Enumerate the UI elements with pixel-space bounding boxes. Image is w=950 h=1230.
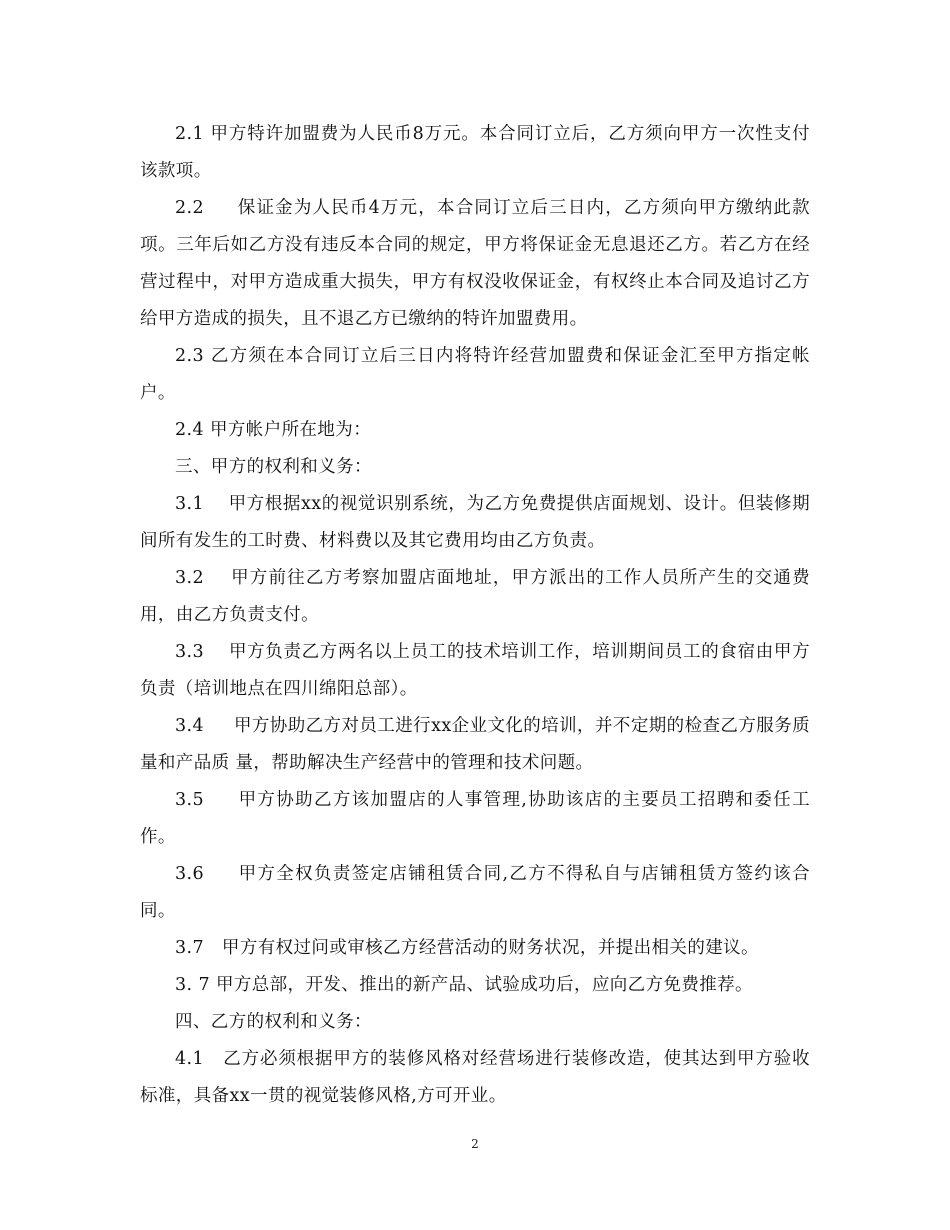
section-heading-3: 三、甲方的权利和义务：	[175, 457, 372, 477]
paragraph-3-6: 3.6 甲方全权负责签定店铺租赁合同,乙方不得私自与店铺租赁方签约该合同。	[140, 864, 810, 921]
paragraph-3-4: 3.4 甲方协助乙方对员工进行xx企业文化的培训，并不定期的检查乙方服务质量和产品质 量，帮助解决生产经营中的管理和技术问题。	[140, 716, 810, 773]
paragraph-3-7-b: 3. 7 甲方总部，开发、推出的新产品、试验成功后，应向乙方免费推荐。	[175, 975, 753, 995]
paragraph-3-7: 3.7 甲方有权过问或审核乙方经营活动的财务状况，并提出相关的建议。	[175, 938, 759, 958]
paragraph-3-5: 3.5 甲方协助乙方该加盟店的人事管理,协助该店的主要员工招聘和委任工作。	[140, 790, 810, 847]
paragraph-2-1: 2.1 甲方特许加盟费为人民币8万元。本合同订立后，乙方须向甲方一次性支付该款项。	[140, 124, 810, 181]
paragraph-3-3: 3.3 甲方负责乙方两名以上员工的技术培训工作，培训期间员工的食宿由甲方负责（培训地点在四川绵阳总部）。	[140, 642, 810, 699]
document-body	[140, 116, 810, 1115]
paragraph-2-3: 2.3 乙方须在本合同订立后三日内将特许经营加盟费和保证金汇至甲方指定帐户。	[140, 346, 810, 403]
paragraph-4-1: 4.1 乙方必须根据甲方的装修风格对经营场进行装修改造，使其达到甲方验收标准，具备xx一贯的视觉装修风格,方可开业。	[140, 1049, 810, 1106]
section-heading-4: 四、乙方的权利和义务：	[175, 1012, 372, 1032]
paragraph-2-4: 2.4 甲方帐户所在地为：	[175, 420, 372, 440]
paragraph-3-1: 3.1 甲方根据xx的视觉识别系统，为乙方免费提供店面规划、设计。但装修期间所有发生的工时费、材料费以及其它费用均由乙方负责。	[140, 494, 810, 551]
paragraph-3-2: 3.2 甲方前往乙方考察加盟店面地址，甲方派出的工作人员所产生的交通费用，由乙方负责支付。	[140, 568, 810, 625]
page-number: 2	[471, 1137, 479, 1151]
paragraph-2-2: 2.2 保证金为人民币4万元，本合同订立后三日内，乙方须向甲方缴纳此款项。三年后如乙方没有违反本合同的规定，甲方将保证金无息退还乙方。若乙方在经营过程中，对甲方造成重大损失，甲方有权没收保证金，有权终止本合同及追讨乙方给甲方造成的损失，且不退乙方已缴纳的特许加盟费用。	[140, 198, 810, 329]
